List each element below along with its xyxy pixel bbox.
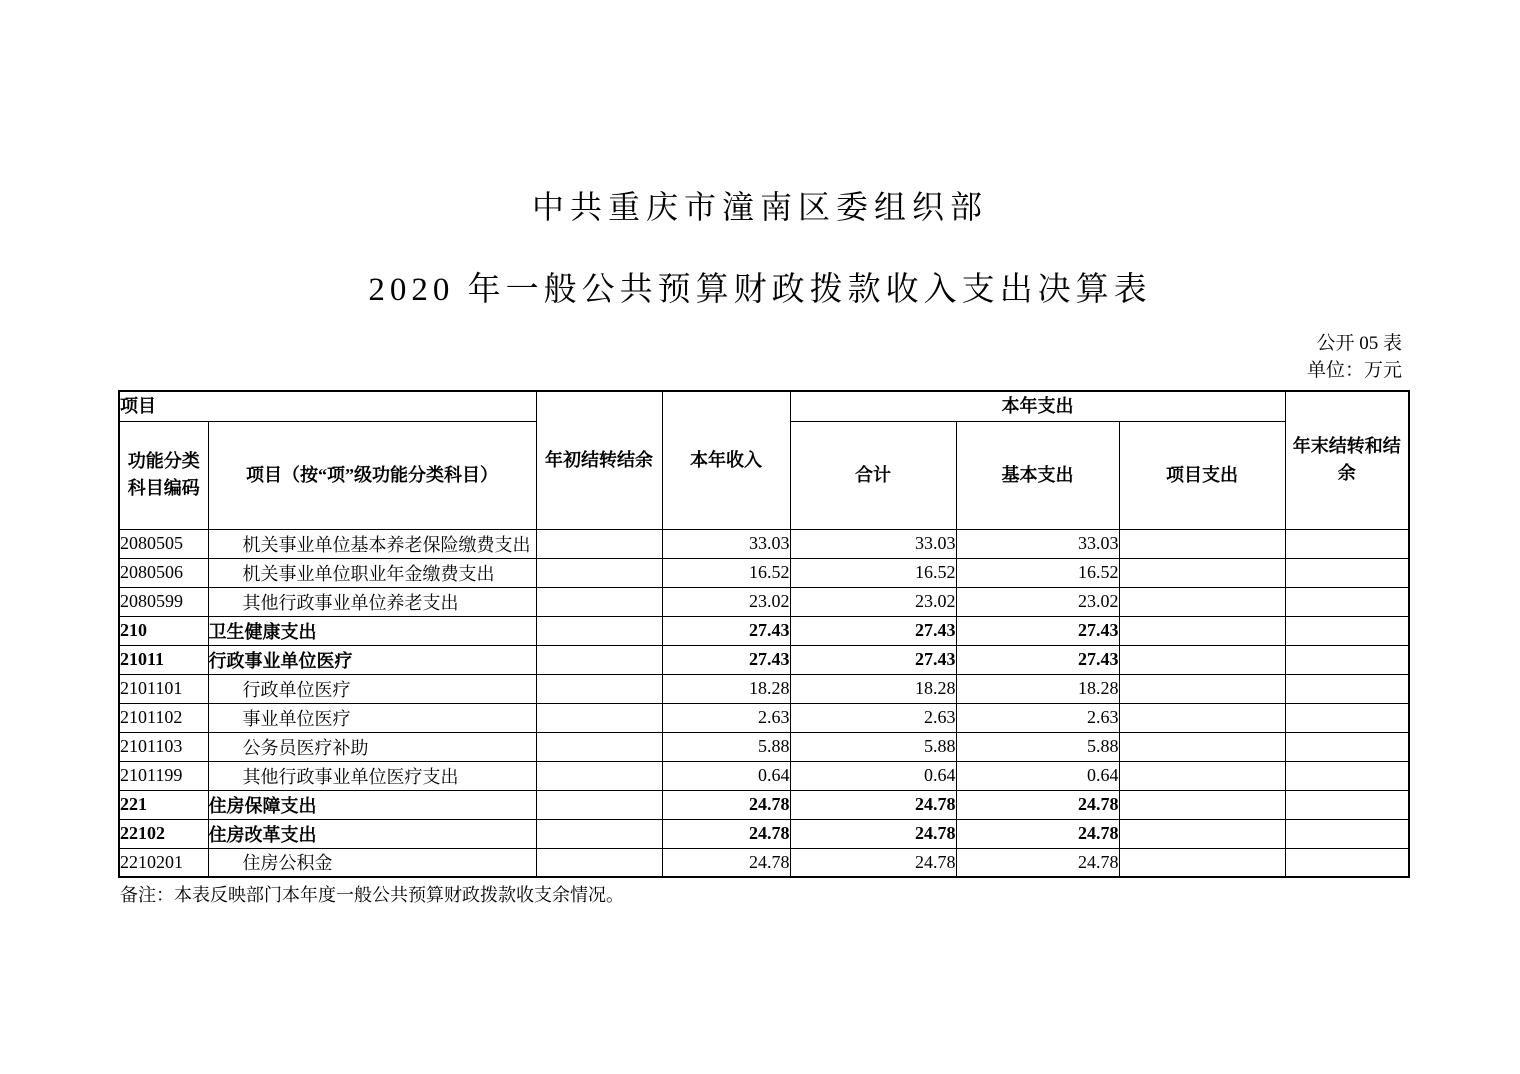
closing-balance-cell xyxy=(1285,819,1409,848)
project-expense-cell xyxy=(1119,645,1285,674)
table-row xyxy=(119,645,1409,674)
table-row xyxy=(119,703,1409,732)
header-basic-expense: 基本支出 xyxy=(956,421,1119,529)
opening-balance-cell xyxy=(536,848,662,877)
closing-balance-cell xyxy=(1285,761,1409,790)
current-income-cell: 5.88 xyxy=(662,732,790,761)
item-name-cell: 其他行政事业单位医疗支出 xyxy=(208,761,536,790)
function-code-cell: 2101101 xyxy=(119,674,208,703)
document-subtitle: 2020 年一般公共预算财政拨款收入支出决算表 xyxy=(368,272,1152,308)
expense-total-cell: 27.43 xyxy=(790,616,956,645)
opening-balance-cell xyxy=(536,558,662,587)
closing-balance-cell xyxy=(1285,616,1409,645)
opening-balance-cell xyxy=(536,645,662,674)
current-income-cell: 27.43 xyxy=(662,645,790,674)
basic-expense-cell: 16.52 xyxy=(956,558,1119,587)
unit-label: 单位：万元 xyxy=(1306,360,1402,381)
item-name-cell: 卫生健康支出 xyxy=(208,616,536,645)
opening-balance-cell xyxy=(536,761,662,790)
opening-balance-cell xyxy=(536,674,662,703)
project-expense-cell xyxy=(1119,703,1285,732)
project-expense-cell xyxy=(1119,790,1285,819)
header-closing-balance: 年末结转和结余 xyxy=(1285,391,1409,529)
opening-balance-cell xyxy=(536,616,662,645)
expense-total-cell: 5.88 xyxy=(790,732,956,761)
function-code-cell: 2101103 xyxy=(119,732,208,761)
expense-total-cell: 24.78 xyxy=(790,790,956,819)
header-opening-balance: 年初结转结余 xyxy=(536,391,662,529)
basic-expense-cell: 24.78 xyxy=(956,848,1119,877)
project-expense-cell xyxy=(1119,848,1285,877)
table-row xyxy=(119,616,1409,645)
opening-balance-cell xyxy=(536,790,662,819)
function-code-cell: 2210201 xyxy=(119,848,208,877)
basic-expense-cell: 2.63 xyxy=(956,703,1119,732)
closing-balance-cell xyxy=(1285,558,1409,587)
item-name-cell: 机关事业单位职业年金缴费支出 xyxy=(208,558,536,587)
closing-balance-cell xyxy=(1285,587,1409,616)
basic-expense-cell: 24.78 xyxy=(956,819,1119,848)
table-row xyxy=(119,732,1409,761)
current-income-cell: 33.03 xyxy=(662,529,790,558)
project-expense-cell xyxy=(1119,819,1285,848)
item-name-cell: 住房改革支出 xyxy=(208,819,536,848)
opening-balance-cell xyxy=(536,703,662,732)
function-code-cell: 2101199 xyxy=(119,761,208,790)
current-income-cell: 24.78 xyxy=(662,848,790,877)
expense-total-cell: 24.78 xyxy=(790,848,956,877)
item-name-cell: 住房公积金 xyxy=(208,848,536,877)
table-row xyxy=(119,529,1409,558)
function-code-cell: 21011 xyxy=(119,645,208,674)
expense-total-cell: 16.52 xyxy=(790,558,956,587)
current-income-cell: 23.02 xyxy=(662,587,790,616)
item-name-cell: 其他行政事业单位养老支出 xyxy=(208,587,536,616)
basic-expense-cell: 33.03 xyxy=(956,529,1119,558)
opening-balance-cell xyxy=(536,529,662,558)
item-name-cell: 公务员医疗补助 xyxy=(208,732,536,761)
closing-balance-cell xyxy=(1285,703,1409,732)
expense-total-cell: 24.78 xyxy=(790,819,956,848)
table-note: 备注：本表反映部门本年度一般公共预算财政拨款收支余情况。 xyxy=(120,885,624,905)
item-name-cell: 机关事业单位基本养老保险缴费支出 xyxy=(208,529,536,558)
table-number-label: 公开 05 表 xyxy=(1316,333,1402,354)
closing-balance-cell xyxy=(1285,674,1409,703)
basic-expense-cell: 27.43 xyxy=(956,616,1119,645)
table-row xyxy=(119,819,1409,848)
table-row xyxy=(119,848,1409,877)
closing-balance-cell xyxy=(1285,790,1409,819)
opening-balance-cell xyxy=(536,587,662,616)
current-income-cell: 24.78 xyxy=(662,819,790,848)
opening-balance-cell xyxy=(536,819,662,848)
table-row xyxy=(119,558,1409,587)
item-name-cell: 行政事业单位医疗 xyxy=(208,645,536,674)
function-code-cell: 22102 xyxy=(119,819,208,848)
header-project-expense: 项目支出 xyxy=(1119,421,1285,529)
basic-expense-cell: 23.02 xyxy=(956,587,1119,616)
item-name-cell: 住房保障支出 xyxy=(208,790,536,819)
table-row xyxy=(119,587,1409,616)
expense-total-cell: 33.03 xyxy=(790,529,956,558)
closing-balance-cell xyxy=(1285,529,1409,558)
closing-balance-cell xyxy=(1285,848,1409,877)
table-row xyxy=(119,790,1409,819)
basic-expense-cell: 0.64 xyxy=(956,761,1119,790)
table-row xyxy=(119,674,1409,703)
header-item: 项目（按“项”级功能分类科目） xyxy=(208,421,536,529)
expense-total-cell: 27.43 xyxy=(790,645,956,674)
expense-total-cell: 23.02 xyxy=(790,587,956,616)
table-row xyxy=(119,761,1409,790)
basic-expense-cell: 5.88 xyxy=(956,732,1119,761)
function-code-cell: 210 xyxy=(119,616,208,645)
basic-expense-cell: 27.43 xyxy=(956,645,1119,674)
item-name-cell: 事业单位医疗 xyxy=(208,703,536,732)
header-function-code: 功能分类科目编码 xyxy=(119,421,208,529)
closing-balance-cell xyxy=(1285,645,1409,674)
document-title: 中共重庆市潼南区委组织部 xyxy=(531,189,988,225)
project-expense-cell xyxy=(1119,529,1285,558)
project-expense-cell xyxy=(1119,674,1285,703)
current-income-cell: 16.52 xyxy=(662,558,790,587)
budget-table xyxy=(118,390,1410,878)
basic-expense-cell: 18.28 xyxy=(956,674,1119,703)
current-income-cell: 0.64 xyxy=(662,761,790,790)
project-expense-cell xyxy=(1119,616,1285,645)
header-project: 项目 xyxy=(119,391,536,421)
header-total: 合计 xyxy=(790,421,956,529)
function-code-cell: 2080506 xyxy=(119,558,208,587)
closing-balance-cell xyxy=(1285,732,1409,761)
expense-total-cell: 2.63 xyxy=(790,703,956,732)
current-income-cell: 18.28 xyxy=(662,674,790,703)
current-income-cell: 27.43 xyxy=(662,616,790,645)
function-code-cell: 2080505 xyxy=(119,529,208,558)
opening-balance-cell xyxy=(536,732,662,761)
current-income-cell: 24.78 xyxy=(662,790,790,819)
project-expense-cell xyxy=(1119,761,1285,790)
expense-total-cell: 0.64 xyxy=(790,761,956,790)
table-meta xyxy=(1307,330,1402,384)
header-row-1 xyxy=(119,391,1409,421)
expense-total-cell: 18.28 xyxy=(790,674,956,703)
project-expense-cell xyxy=(1119,587,1285,616)
header-current-income: 本年收入 xyxy=(662,391,790,529)
project-expense-cell xyxy=(1119,732,1285,761)
current-income-cell: 2.63 xyxy=(662,703,790,732)
function-code-cell: 2101102 xyxy=(119,703,208,732)
item-name-cell: 行政单位医疗 xyxy=(208,674,536,703)
basic-expense-cell: 24.78 xyxy=(956,790,1119,819)
function-code-cell: 221 xyxy=(119,790,208,819)
header-current-expense: 本年支出 xyxy=(790,391,1285,421)
function-code-cell: 2080599 xyxy=(119,587,208,616)
project-expense-cell xyxy=(1119,558,1285,587)
